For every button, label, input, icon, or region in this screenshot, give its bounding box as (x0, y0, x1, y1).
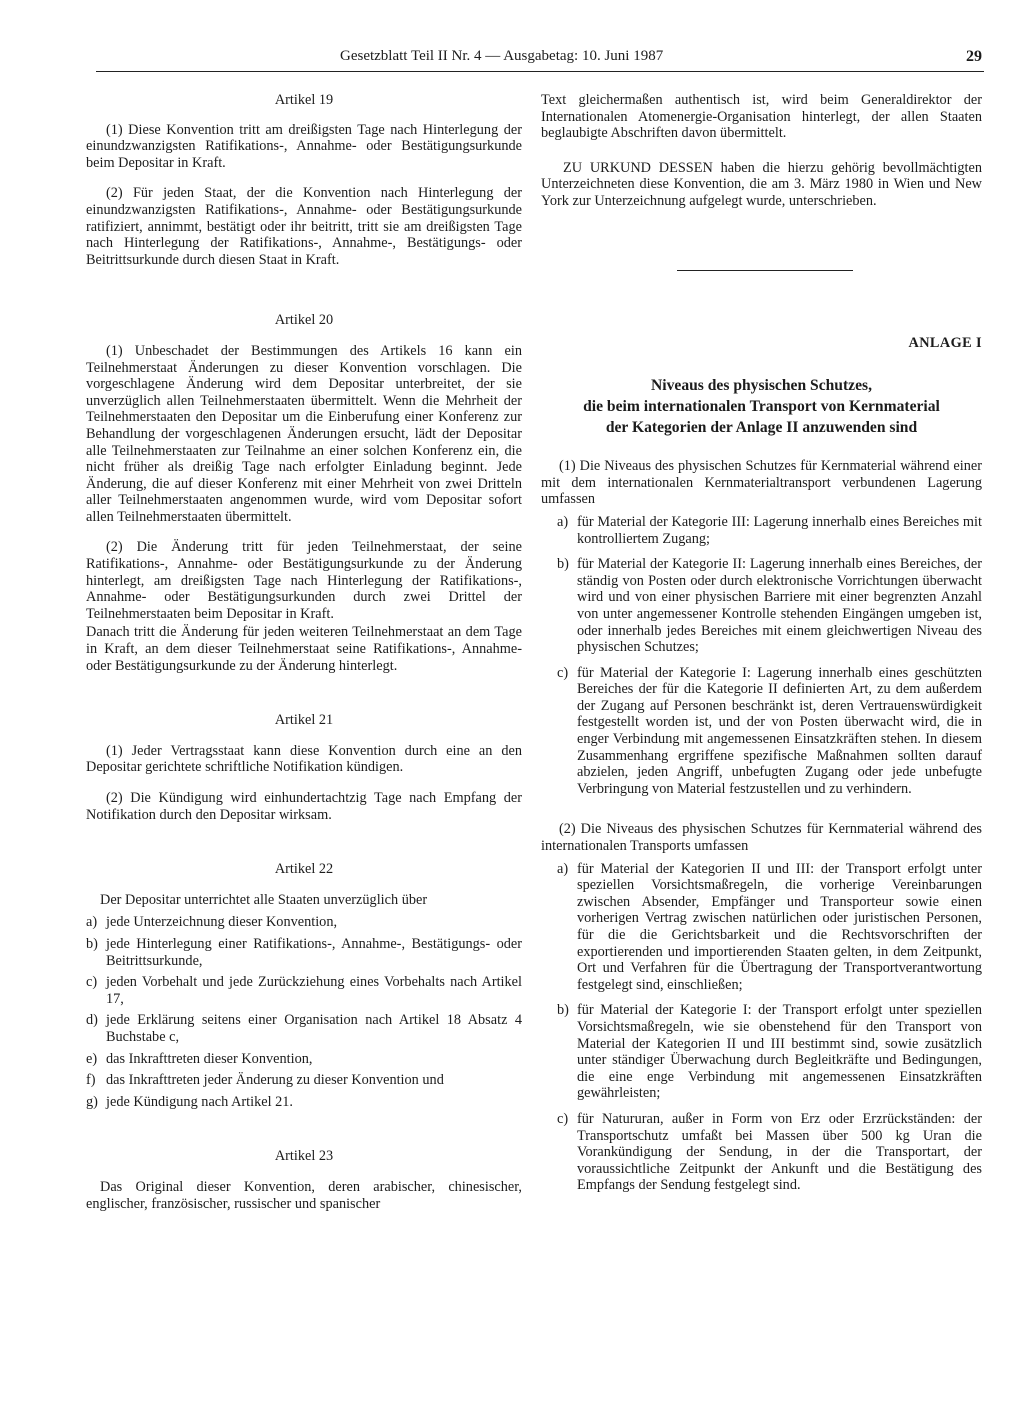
right-column (541, 92, 982, 1194)
article-22-list (86, 914, 522, 1110)
list-marker: c) (86, 974, 98, 991)
list-text: für Material der Kategorie III: Lagerung innerhalb eines Bereiches mit kontrolliertem Zugang; (577, 513, 982, 547)
article-20-paragraph-2: (2) Die Änderung tritt für jeden Teilnehmerstaat, der seine Ratifikations-, Annahme- oder Bestätigungsurkunde zu der Änderung hinterlegt, am dreißigsten Tage nach Hinterlegung der Ratifikations-, Annahme- oder Bestätigungsurkunden durch zwei Drittel der Teilnehmerstaaten beim Depositar in Kraft. (86, 539, 522, 622)
article-23-heading: Artikel 23 (274, 1148, 334, 1165)
list-item (557, 514, 982, 547)
list-item (86, 936, 522, 969)
article-20-paragraph-3: Danach tritt die Änderung für jeden weiteren Teilnehmerstaat an dem Tage in Kraft, an dem dieser Teilnehmerstaat seine Ratifikations-, Annahme- oder Bestätigungsurkunde zu der Änderung hinterlegt. (86, 624, 522, 674)
list-marker: a) (557, 513, 569, 530)
list-item (557, 665, 982, 798)
article-23-paragraph: Das Original dieser Konvention, deren arabischer, chinesischer, englischer, französischer, russischer und spanischer (86, 1178, 522, 1212)
list-marker: e) (86, 1050, 98, 1067)
list-text: für Material der Kategorie II: Lagerung innerhalb eines Bereiches, der ständig von Posten oder durch elektronische Vorrichtungen überwacht wird und von einer physischen Barriere mit einer begrenzten Anzahl von unter angemessener Kontrolle stehenden Eingängen umgeben ist, oder innerhalb jedes Bereiches mit einem gleichwertigen Niveau des physischen Schutzes; (577, 556, 982, 656)
list-item (557, 556, 982, 656)
list-marker: b) (557, 556, 569, 573)
annex-paragraph-1: (1) Die Niveaus des physischen Schutzes für Kernmaterial während einer mit dem internationalen Kernmaterialtransport verbundenen Lagerung umfassen (541, 458, 982, 508)
article-22-heading: Artikel 22 (274, 861, 334, 878)
article-23-continuation: Text gleichermaßen authentisch ist, wird beim Generaldirektor der Internationalen Atomenergie-Organisation hinterlegt, der allen Staaten beglaubigte Abschriften davon übermittelt. (541, 92, 982, 142)
list-text: für Natururan, außer in Form von Erz oder Erzrückständen: der Transportschutz umfaßt bei Massen über 500 kg Uran die Vorankündigung der Sendung, in der die Transportart, der voraussichtliche Zeitpunkt der Ankunft und die Bestätigung des Empfangs der Sendung festgelegt sind. (577, 1110, 982, 1194)
annex-paragraph-2: (2) Die Niveaus des physischen Schutzes für Kernmaterial während des internationalen Transports umfassen (541, 821, 982, 855)
list-marker: g) (86, 1093, 98, 1110)
list-marker: a) (557, 860, 569, 877)
list-text: jeden Vorbehalt und jede Zurückziehung eines Vorbehalts nach Artikel 17, (106, 974, 522, 1007)
list-item (86, 1012, 522, 1045)
list-item (86, 1094, 522, 1111)
article-19-heading: Artikel 19 (274, 92, 334, 108)
article-20-heading: Artikel 20 (274, 312, 334, 329)
list-text: das Inkrafttreten dieser Konvention, (106, 1050, 313, 1067)
list-text: jede Kündigung nach Artikel 21. (106, 1093, 294, 1110)
list-marker: b) (557, 1002, 569, 1019)
annex-list-1 (541, 514, 982, 798)
header-rule (96, 71, 984, 72)
article-19-paragraph-1: (1) Diese Konvention tritt am dreißigsten Tage nach Hinterlegung der einundzwanzigsten Ratifikations-, Annahme- oder Bestätigungsurkunde beim Depositar in Kraft. (86, 121, 522, 171)
annex-title-line: die beim internationalen Transport von Kernmaterial (583, 398, 940, 416)
list-text: für Material der Kategorien II und III: der Transport erfolgt unter speziellen Vorsichtsmaßregeln, die vorherige Vereinbarungen zwischen Absender, Empfänger und Transporteur sowie einen vorherigen Vertrag zwischen natürlichen oder juristischen Personen, für die die Gerichtsbarkeit und die Rechtsvorschriften der exportierenden und importierenden Staaten gelten, in dem Zeitpunkt, Ort und Verfahren für die Übertragung der Transportverantwortung festgelegt sind, einschließen; (577, 860, 982, 993)
list-item (557, 1002, 982, 1102)
list-text: jede Unterzeichnung dieser Konvention, (106, 914, 338, 931)
article-21-paragraph-2: (2) Die Kündigung wird einhundertachtzig Tage nach Empfang der Notifikation durch den Depositar wirksam. (86, 790, 522, 823)
list-item (86, 974, 522, 1007)
article-22-intro: Der Depositar unterrichtet alle Staaten unverzüglich über (100, 891, 428, 908)
list-text: jede Hinterlegung einer Ratifikations-, Annahme-, Bestätigungs- oder Beitrittsurkunde, (106, 935, 522, 969)
page-header (96, 46, 984, 68)
article-21-heading: Artikel 21 (274, 712, 334, 729)
annex-title-line: der Kategorien der Anlage II anzuwenden sind (605, 419, 918, 437)
article-21-paragraph-1: (1) Jeder Vertragsstaat kann diese Konvention durch eine an den Depositar gerichtete schriftliche Notifikation kündigen. (86, 742, 522, 776)
list-text: für Material der Kategorie I: der Transport erfolgt unter speziellen Vorsichtsmaßregeln, wie sie obenstehend für den Transport von Material der Kategorien II und III bestimmt sind, sowie zusätzlich unter ständiger Überwachung durch Begleitkräfte und Bedingungen, die eine enge Verbindung mit angemessenen Einsatzkräften gewährleisten; (577, 1002, 982, 1102)
list-marker: c) (557, 664, 569, 681)
gazette-title: Gesetzblatt Teil II Nr. 4 — Ausgabetag: 10. Juni 1987 (340, 48, 664, 64)
list-marker: f) (86, 1072, 96, 1089)
article-19-paragraph-2: (2) Für jeden Staat, der die Konvention nach Hinterlegung der einundzwanzigsten Ratifikations-, Annahme- oder Bestätigungsurkunde ratifiziert, annimmt, bestätigt oder ihr beitritt, tritt sie am dreißigsten Tage nach Hinterlegung der Ratifikations-, Annahme-, Bestätigungs- oder Beitrittsurkunde durch diesen Staat in Kraft. (86, 185, 522, 268)
list-marker: d) (86, 1012, 98, 1029)
list-text: das Inkrafttreten jeder Änderung zu dieser Konvention und (106, 1072, 444, 1089)
list-marker: c) (557, 1110, 569, 1127)
list-text: für Material der Kategorie I: Lagerung innerhalb eines geschützten Bereiches der für die Kategorie II definierten Art, zu dem außerdem der Zugang auf Personen beschränkt ist, deren Vertrauenswürdigkeit festgestellt worden ist, und der von Posten überwacht wird, die in enger Verbindung mit angemessenen Einsatzkräften stehen. In diesem Zusammenhang ergriffene spezifische Maßnahmen sollten darauf abzielen, jeden Angriff, unbefugten Zugang oder jede unbefugte Verbringung von Material festzustellen und zu verhindern. (577, 664, 982, 797)
annex-title (541, 375, 982, 438)
article-20-paragraph-1: (1) Unbeschadet der Bestimmungen des Artikels 16 kann ein Teilnehmerstaat Änderungen zu dieser Konvention vorschlagen. Die vorgeschlagene Änderung wird dem Depositar unterbreitet, der sie unverzüglich allen Teilnehmerstaaten übermittelt. Wenn die Mehrheit der Teilnehmerstaaten den Depositar um die Einberufung einer Konferenz zur Behandlung der vorgeschlagenen Änderungen ersucht, lädt der Depositar alle Teilnehmerstaaten zur Teilnahme an einer solchen Konferenz ein, die nicht früher als dreißig Tage nach erfolgter Einladung beginnt. Jede Änderung, die auf dieser Konferenz mit einer Mehrheit von zwei Dritteln aller Teilnehmerstaaten angenommen wurde, wird vom Depositar sofort allen Teilnehmerstaaten übermittelt. (86, 342, 522, 525)
list-item (86, 1072, 522, 1089)
list-item (557, 1111, 982, 1194)
list-item (86, 1051, 522, 1068)
left-column (86, 92, 522, 1212)
list-marker: a) (86, 914, 98, 931)
list-marker: b) (86, 935, 98, 952)
page-number: 29 (966, 48, 982, 65)
list-text: jede Erklärung seitens einer Organisation nach Artikel 18 Absatz 4 Buchstabe c, (106, 1012, 522, 1045)
annex-title-line: Niveaus des physischen Schutzes, (651, 377, 872, 395)
annex-label: ANLAGE I (908, 334, 982, 351)
annex-list-2 (541, 861, 982, 1194)
section-divider (677, 270, 853, 271)
list-item (557, 861, 982, 994)
witness-clause: ZU URKUND DESSEN haben die hierzu gehörig bevollmächtigten Unterzeichneten diese Konvention, die am 3. März 1980 in Wien und New York zur Unterzeichnung aufgelegt wurde, unterschrieben. (541, 159, 982, 209)
list-item (86, 914, 522, 931)
